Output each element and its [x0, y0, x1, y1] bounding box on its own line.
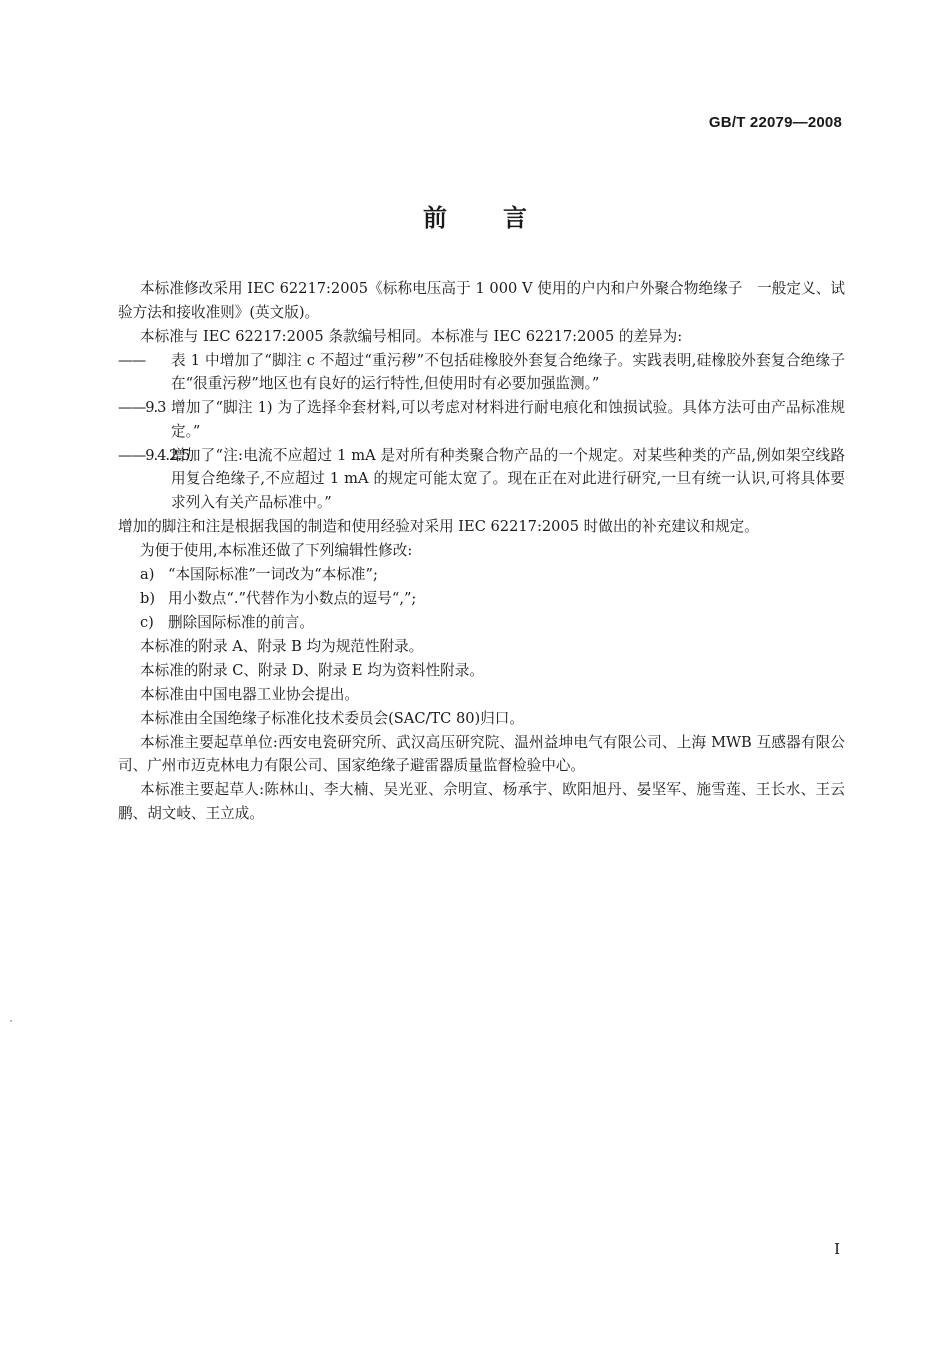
dash-marker: ——9.4.2.5: [118, 446, 190, 464]
paragraph-normative-annexes: 本标准的附录 A、附录 B 均为规范性附录。: [140, 637, 424, 655]
difference-text: 增加了“注:电流不应超过 1 mA 是对所有种类聚合物产品的一个规定。对某些种类的产品,例如架空线路用复合绝缘子,不应超过 1 mA 的规定可能太宽了。现在正在对此进行研究,一旦有统一认识,可将具体要求列入有关产品标准中。”: [171, 446, 845, 511]
paragraph-proposer: 本标准由中国电器工业协会提出。: [140, 685, 359, 703]
paragraph-drafters: 本标准主要起草人:陈林山、李大楠、吴光亚、佘明宣、杨承宇、欧阳旭丹、晏坚军、施雪莲、王长水、王云鹏、胡文岐、王立成。: [118, 781, 845, 822]
paragraph-differences-intro: 本标准与 IEC 62217:2005 条款编号相同。本标准与 IEC 62217:2005 的差异为:: [140, 327, 683, 345]
standard-code: GB/T 22079—2008: [708, 114, 842, 131]
difference-item-3: [118, 444, 845, 515]
list-marker: c): [140, 613, 154, 631]
editorial-item-c: [118, 611, 845, 635]
paragraph-drafting-units: 本标准主要起草单位:西安电瓷研究所、武汉高压研究院、温州益坤电气有限公司、上海 MWB 互感器有限公司、广州市迈克林电力有限公司、国家绝缘子避雷器质量监督检验中心。: [118, 733, 845, 774]
list-text: “本国际标准”一词改为“本标准”;: [168, 565, 378, 583]
paragraph-informative-annexes: 本标准的附录 C、附录 D、附录 E 均为资料性附录。: [140, 661, 484, 679]
difference-item-1: [118, 349, 845, 396]
paragraph-committee: 本标准由全国绝缘子标准化技术委员会(SAC/TC 80)归口。: [140, 709, 524, 727]
editorial-item-a: [118, 563, 845, 587]
list-marker: a): [140, 565, 155, 583]
list-text: 删除国际标准的前言。: [168, 613, 314, 631]
paragraph-adoption: 本标准修改采用 IEC 62217:2005《标称电压高于 1 000 V 使用的户内和户外聚合物绝缘子 一般定义、试验方法和接收准则》(英文版)。: [118, 280, 845, 321]
difference-item-2: [118, 396, 845, 443]
scan-speck: [10, 1020, 12, 1022]
editorial-item-b: [118, 587, 845, 611]
page-number: I: [834, 1240, 840, 1258]
list-text: 用小数点“.”代替作为小数点的逗号“,”;: [168, 589, 417, 607]
paragraph-editorial-intro: 为便于使用,本标准还做了下列编辑性修改:: [140, 541, 413, 559]
dash-marker: ——9.3: [118, 399, 166, 416]
paragraph-footnote-basis: 增加的脚注和注是根据我国的制造和使用经验对采用 IEC 62217:2005 时做出的补充建议和规定。: [118, 517, 759, 535]
difference-text: 增加了“脚注 1) 为了选择伞套材料,可以考虑对材料进行耐电痕化和蚀损试验。具体方法可由产品标准规定。”: [171, 399, 845, 440]
dash-marker: ——: [118, 351, 146, 369]
difference-text: 表 1 中增加了“脚注 c 不超过“重污秽”不包括硅橡胶外套复合绝缘子。实践表明,硅橡胶外套复合绝缘子在“很重污秽”地区也有良好的运行特性,但使用时有必要加强监测。”: [171, 351, 845, 392]
page-title: 前言: [423, 204, 583, 232]
list-marker: b): [140, 589, 156, 607]
document-body: [118, 277, 845, 826]
